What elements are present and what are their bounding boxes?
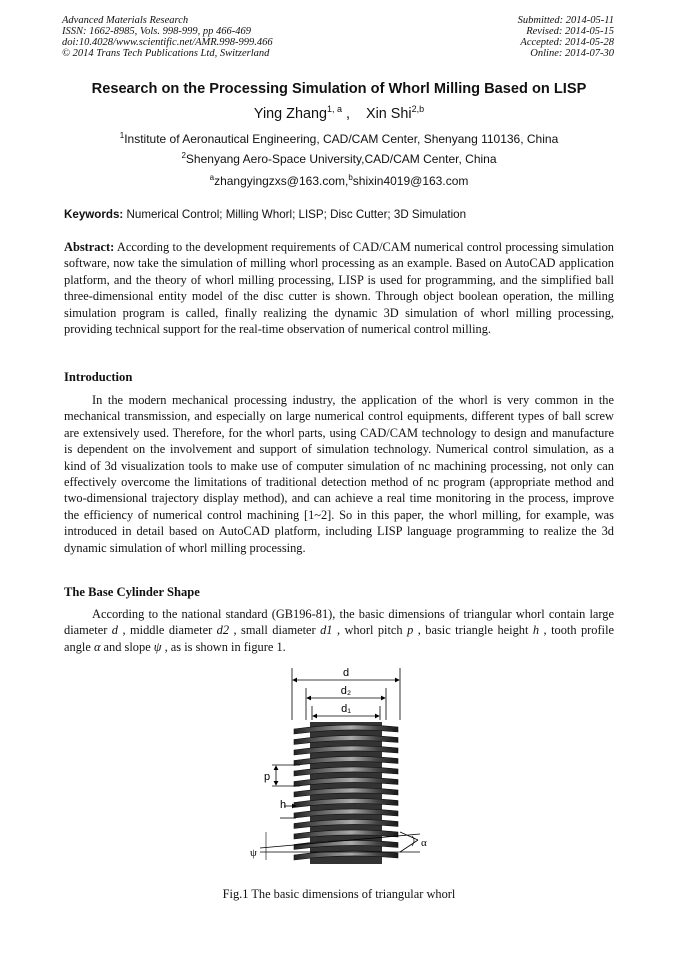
text-run: , whorl pitch [332,623,408,638]
keywords-label: Keywords: [64,208,124,221]
affiliation-text: Institute of Aeronautical Engineering, CAD/CAM Center, Shenyang 110136, China [124,132,559,146]
revised-date: Revised: 2014-05-15 [526,26,614,37]
label-d2: d₂ [340,685,352,697]
email-link[interactable]: zhangyingzxs@163.com, [214,174,349,188]
author-name: Ying Zhang [253,105,327,122]
text-run: , small diameter [229,623,321,638]
text-run: , as is shown in figure 1. [161,639,286,654]
keywords [64,208,616,221]
online-date: Online: 2014-07-30 [530,48,614,59]
submitted-date: Submitted: 2014-05-11 [517,15,614,26]
angle-line [400,840,418,852]
text-run: and slope [100,639,154,654]
author-name: Xin Shi [365,105,412,122]
text-run: According to the national standard (GB196-81), the basic dimensions of triangular whorl contain large diameter [64,607,614,638]
label-alpha: α [421,837,427,849]
doi-line: doi:10.4028/www.scientific.net/AMR.998-999.466 [62,37,273,48]
email-link[interactable]: shixin4019@163.com [352,174,469,188]
math-var: h [532,623,540,638]
label-h: h [280,799,287,811]
author-emails [0,173,678,188]
whorl-dimension-figure [240,660,440,882]
math-var: d [111,623,118,638]
abstract-text: According to the development requirements of CAD/CAM numerical control processing simulation software, now take the simulation of milling whorl processing as an example. Based on AutoCAD application platform, and the theory of whorl milling processing, LISP is used for programming, and the simplified ball three-dimensional entity model of the disc cutter is shown. Through object boolean operation, the milling simulation program is called, finally realizing the dynamic 3D simulation of whorl milling processing, providing technical support for the real-time observation of numerical control milling. [64,240,614,337]
text-run: , basic triangle height [413,623,533,638]
thread-body [294,722,398,864]
figure-caption: Fig.1 The basic dimensions of triangular whorl [222,887,456,901]
keywords-text: Numerical Control; Milling Whorl; LISP; Disc Cutter; 3D Simulation [123,208,467,221]
angle-line [400,832,418,840]
affiliation-sup: 1 [119,131,125,140]
journal-header-left [62,15,273,59]
math-var: ψ [153,639,162,654]
affiliation-1 [0,131,678,146]
journal-name: Advanced Materials Research [62,15,189,26]
affiliation-text: Shenyang Aero-Space University,CAD/CAM Center, China [185,152,497,166]
author-separator: , [341,105,366,122]
text-run: , tooth profile angle [64,623,615,654]
math-var: p [407,623,414,638]
accepted-date: Accepted: 2014-05-28 [520,37,614,48]
math-var: d2 [216,623,230,638]
email-sup: a [209,173,215,182]
label-d1: d₁ [341,703,351,715]
affiliation-sup: 2 [181,151,186,160]
abstract [64,239,614,337]
author-list [0,104,678,122]
label-d: d [342,667,350,679]
section-heading-introduction: Introduction [64,370,133,384]
text-run: , middle diameter [118,623,217,638]
introduction-paragraph: In the modern mechanical processing industry, the application of the whorl is very common in the mechanical transmission, and especially on large numerical control equipments, different types of ball screw are extensively used. Therefore, for the whorl parts, using CAD/CAM technology to design and manufacture is dependent on the involvement and support of simulation technology. Numerical control simulation, as a kind of 3d visualization tools to make use of computer simulation of nc machining processing, not only can effectively overcome the limitations of traditional detection method of nc program (appropriate method and two-dimensional trajectory display method), and can achieve a real time monitoring in the process, improve the efficiency of numerical control machining [1~2]. So in this paper, the whorl milling, for example, was introduced in detail based on AutoCAD platform, including LISP language programming to realize the 3d dynamic simulation of whorl milling processing. [64,393,614,555]
author-sup: 1, a [326,104,342,114]
journal-header-right [518,15,614,59]
math-var: d1 [320,623,333,638]
paper-title: Research on the Processing Simulation of Whorl Milling Based on LISP [91,81,587,97]
issn-line: ISSN: 1662-8985, Vols. 998-999, pp 466-469 [62,26,251,37]
base-cylinder-paragraph [64,606,614,655]
abstract-label: Abstract: [64,240,115,254]
label-psi: ψ [250,847,257,859]
label-p: p [264,771,271,783]
copyright-line: © 2014 Trans Tech Publications Ltd, Switzerland [62,48,270,59]
email-sup: b [348,173,353,182]
author-sup: 2,b [411,104,425,114]
math-var: α [93,639,101,654]
section-heading-base-cylinder: The Base Cylinder Shape [64,585,200,599]
affiliation-2 [0,151,678,166]
